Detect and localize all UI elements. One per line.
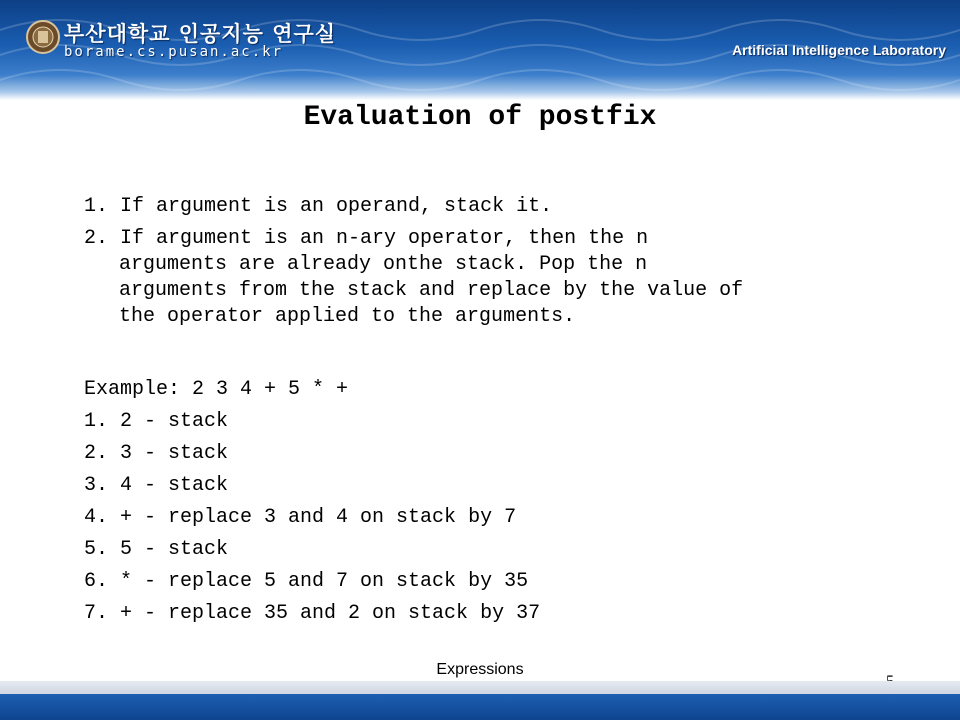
rule-2: [84, 226, 904, 330]
lab-url: borame.cs.pusan.ac.kr: [64, 44, 284, 60]
rule-2-continuation: the operator applied to the arguments.: [119, 305, 576, 328]
footer-label: Expressions: [436, 661, 524, 678]
header-banner: [0, 0, 960, 100]
example-step: 7. + - replace 35 and 2 on stack by 37: [84, 602, 541, 625]
example-step: 5. 5 - stack: [84, 538, 229, 561]
footer-bar: [0, 694, 960, 720]
rule-1-line: 1. If argument is an operand, stack it.: [84, 195, 553, 218]
rule-2-continuation: arguments from the stack and replace by the value of: [119, 279, 744, 302]
example-step: 3. 4 - stack: [84, 474, 229, 497]
lab-name-english: Artificial Intelligence Laboratory: [732, 42, 946, 58]
example-step: 1. 2 - stack: [84, 410, 229, 433]
slide-title: Evaluation of postfix: [303, 102, 657, 133]
footer-bar-light: [0, 681, 960, 694]
university-seal-icon: [26, 20, 60, 54]
example-step: 2. 3 - stack: [84, 442, 229, 465]
rule-1: [84, 194, 904, 220]
rule-2-continuation: arguments are already onthe stack. Pop the n: [119, 253, 648, 276]
slide-body: [84, 194, 904, 630]
rule-2-line: 2. If argument is an n-ary operator, then the n: [84, 227, 649, 250]
example-heading: Example: 2 3 4 + 5 * +: [84, 378, 349, 401]
example-step: 4. + - replace 3 and 4 on stack by 7: [84, 506, 517, 529]
lab-name-korean: 부산대학교 인공지능 연구실: [64, 22, 337, 46]
example-step: 6. * - replace 5 and 7 on stack by 35: [84, 570, 529, 593]
